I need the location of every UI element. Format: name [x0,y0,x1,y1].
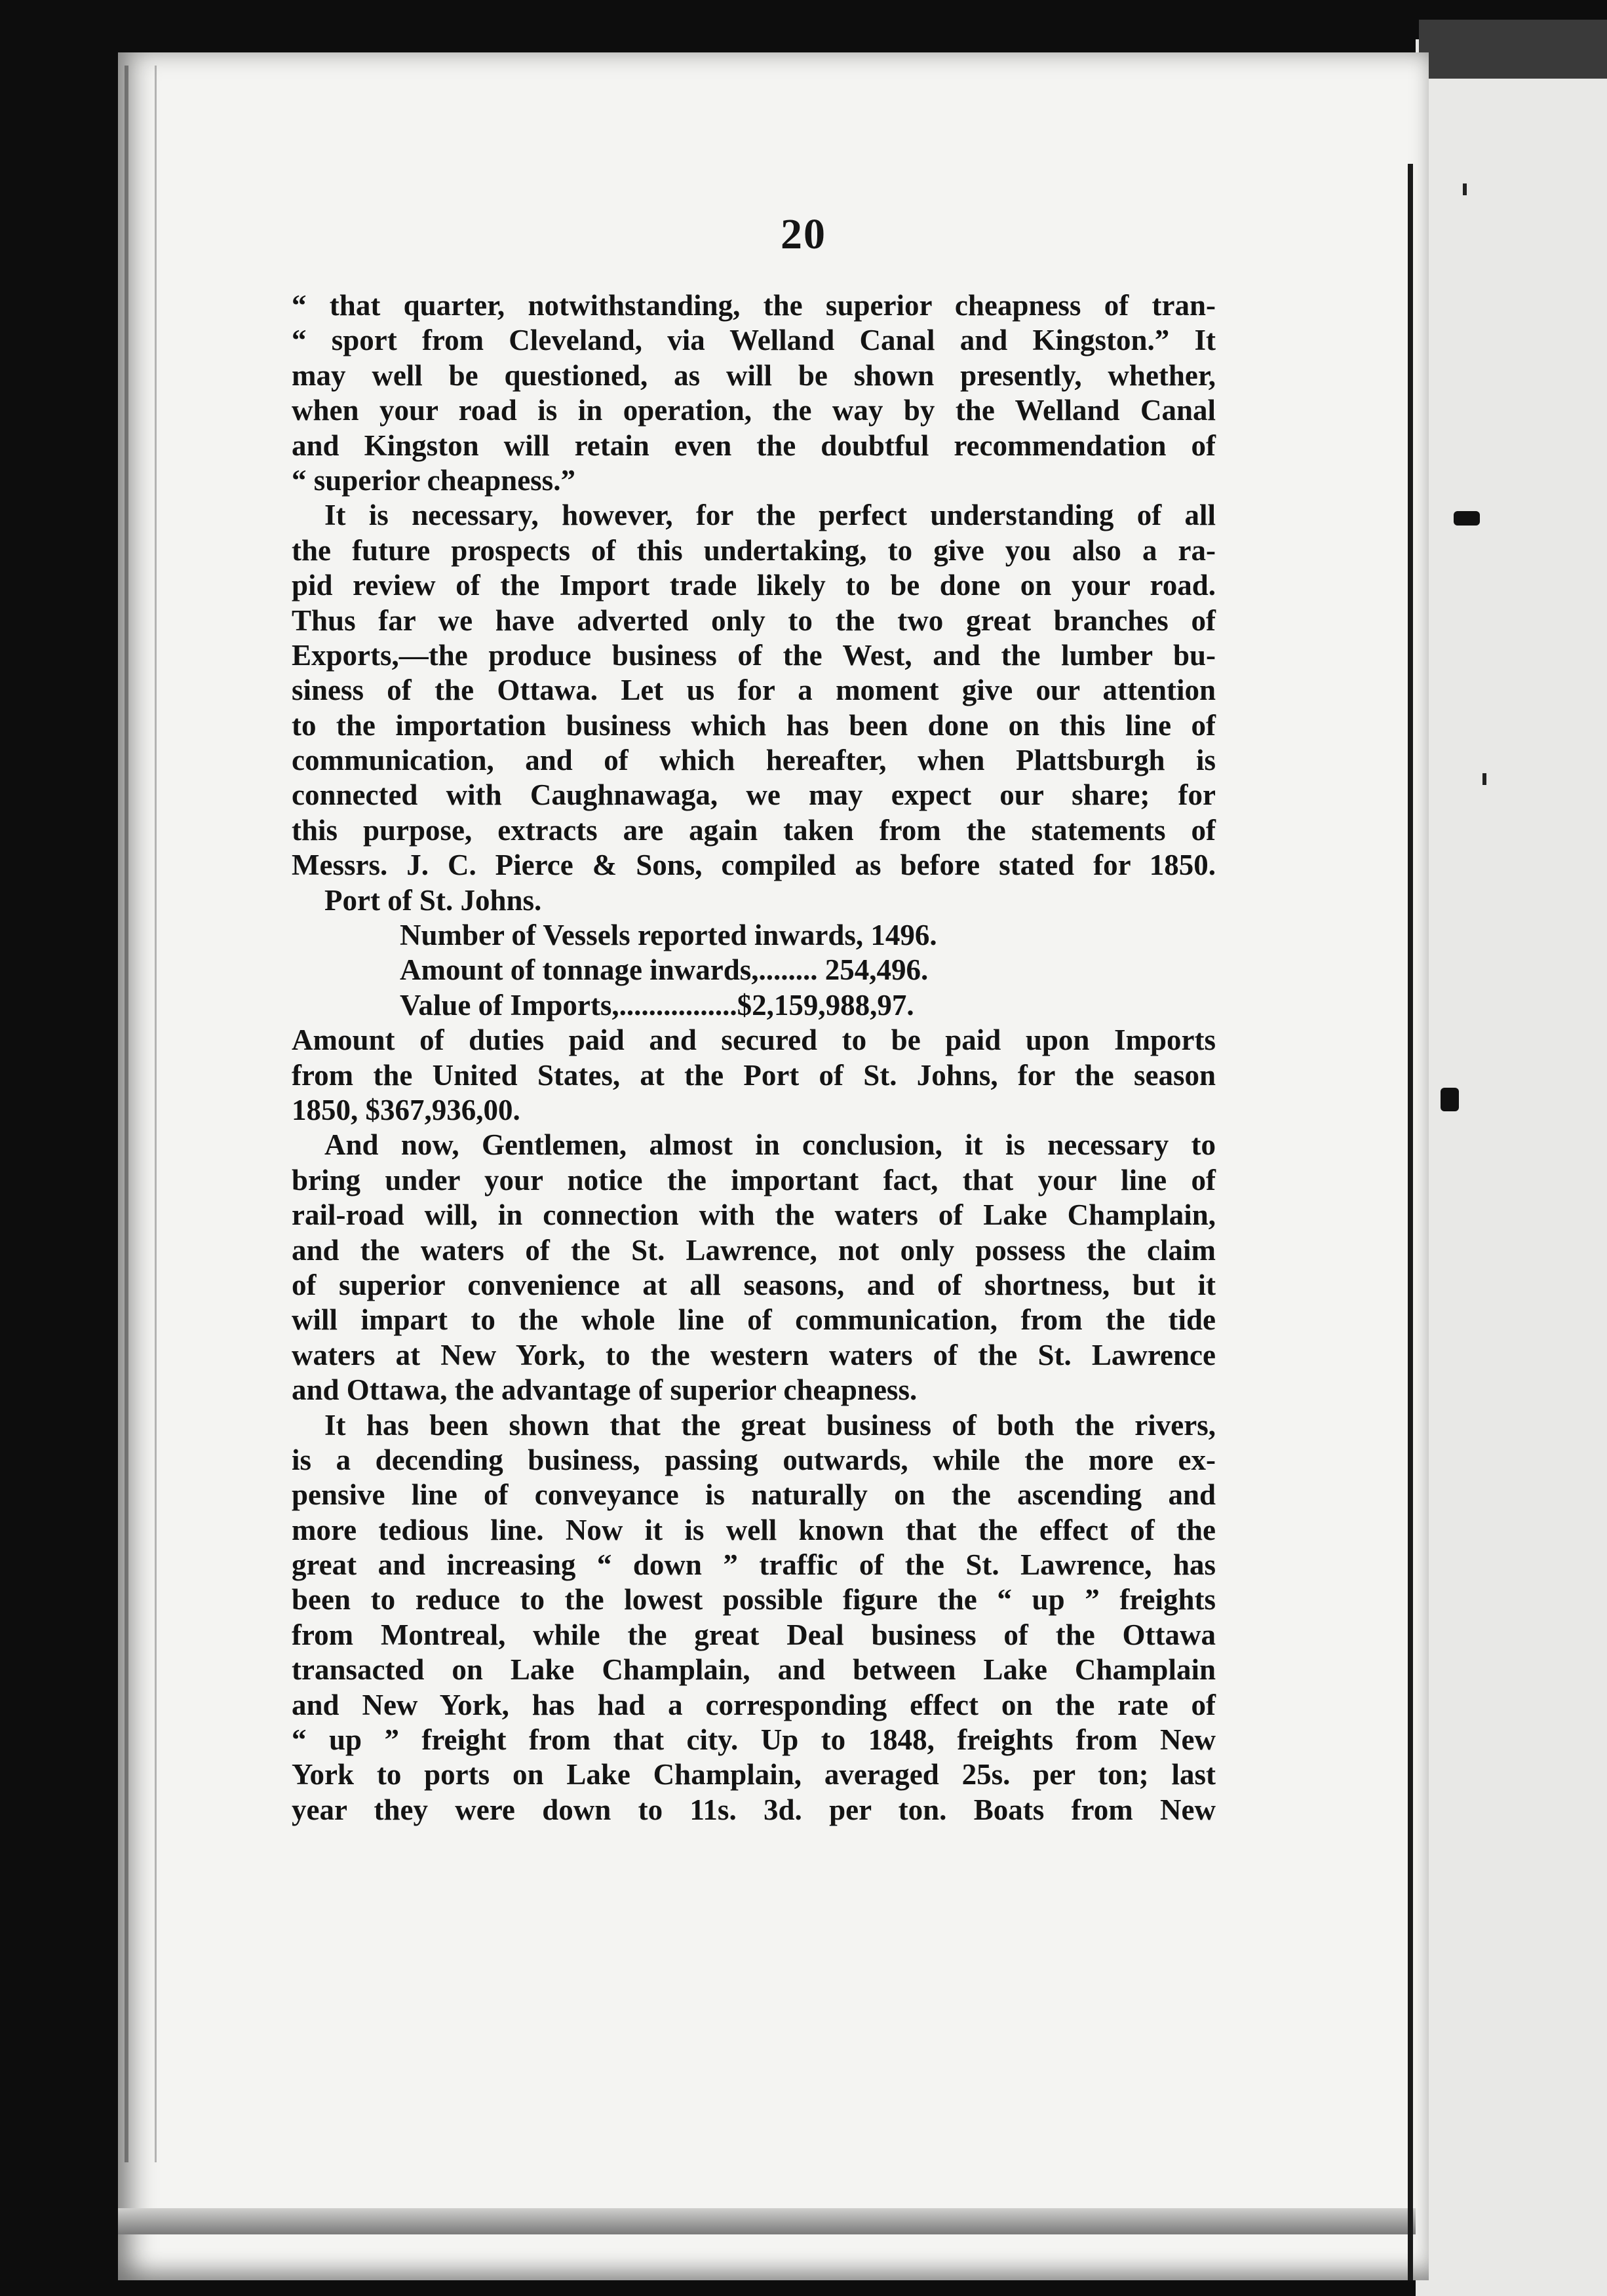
text-line: Thus far we have adverted only to the two great branches of [292,603,1216,637]
page-number: 20 [781,210,826,258]
text-line: Port of St. Johns. [324,883,542,917]
text-line: is a decending business, passing outwards, while the more ex- [292,1443,1216,1476]
text-line: Amount of duties paid and secured to be paid upon Imports [292,1024,1216,1057]
text-line: pensive line of conveyance is naturally on the ascending and [292,1478,1216,1512]
adjacent-page-edge [1416,39,1607,2296]
text-line: pid review of the Import trade likely to be done on your road. [292,569,1216,602]
adjacent-page-top-shadow [1419,20,1607,79]
text-line: been to reduce to the lowest possible figure the “ up ” freights [292,1583,1216,1617]
text-line: And now, Gentlemen, almost in conclusion, it is necessary to [324,1128,1216,1162]
text-line: from the United States, at the Port of St. Johns, for the season [292,1058,1216,1092]
text-line: It is necessary, however, for the perfect understanding of all [324,499,1216,532]
text-line: “ up ” freight from that city. Up to 1848, freights from New [292,1723,1216,1757]
text-line: to the importation business which has been done on this line of [292,708,1216,742]
text-line: Messrs. J. C. Pierce & Sons, compiled as before stated for 1850. [292,849,1216,882]
text-line: and Kingston will retain even the doubtful recommendation of [292,429,1216,462]
text-line: “ sport from Cleveland, via Welland Canal and Kingston.” It [292,324,1216,357]
text-line: bring under your notice the important fact, that your line of [292,1163,1216,1196]
text-line: year they were down to 11s. 3d. per ton. Boats from New [292,1793,1216,1826]
text-line: when your road is in operation, the way by the Welland Canal [292,394,1216,427]
text-line: and the waters of the St. Lawrence, not only possess the claim [292,1233,1216,1267]
text-line: Exports,—the produce business of the West, and the lumber bu- [292,638,1216,672]
text-line: waters at New York, to the western waters of the St. Lawrence [292,1338,1216,1371]
binding-speck [1482,773,1486,785]
text-line: and Ottawa, the advantage of superior cheapness. [292,1373,918,1407]
text-line: 1850, $367,936,00. [292,1093,520,1126]
text-line: transacted on Lake Champlain, and between Lake Champlain [292,1653,1216,1687]
text-line: Amount of tonnage inwards,........ 254,496. [400,953,929,987]
text-line: great and increasing “ down ” traffic of the St. Lawrence, has [292,1548,1216,1582]
text-line: siness of the Ottawa. Let us for a moment give our attention [292,674,1216,707]
text-line: and New York, has had a corresponding effect on the rate of [292,1688,1216,1721]
text-line: “ that quarter, notwithstanding, the superior cheapness of tran- [292,289,1216,322]
text-line: rail-road will, in connection with the waters of Lake Champlain, [292,1198,1216,1232]
text-line: this purpose, extracts are again taken from the statements of [292,813,1216,847]
text-line: the future prospects of this undertaking, to give you also a ra- [292,533,1216,567]
text-line: communication, and of which hereafter, when Plattsburgh is [292,744,1216,777]
text-line: may well be questioned, as will be shown presently, whether, [292,358,1216,392]
binding-thread-mark [1454,511,1480,526]
text-line: more tedious line. Now it is well known that the effect of the [292,1513,1216,1546]
page-bottom-edge [118,2208,1416,2234]
binding-speck [1463,183,1467,195]
binding-gutter-line [1408,164,1413,2280]
text-line: of superior convenience at all seasons, and of shortness, but it [292,1268,1216,1301]
text-line: It has been shown that the great business of both the rivers, [324,1408,1216,1442]
text-line: Value of Imports,................$2,159,988,97. [400,988,914,1022]
text-line: connected with Caughnawaga, we may expect our share; for [292,778,1216,812]
text-line: “ superior cheapness.” [292,463,575,497]
binding-thread-mark [1441,1088,1459,1111]
page-left-edge-shadow [125,66,157,2162]
text-line: from Montreal, while the great Deal business of the Ottawa [292,1618,1216,1651]
text-line: York to ports on Lake Champlain, averaged 25s. per ton; last [292,1758,1216,1791]
text-line: will impart to the whole line of communication, from the tide [292,1303,1216,1337]
body-text [292,288,1216,1827]
text-line: Number of Vessels reported inwards, 1496. [400,919,937,952]
